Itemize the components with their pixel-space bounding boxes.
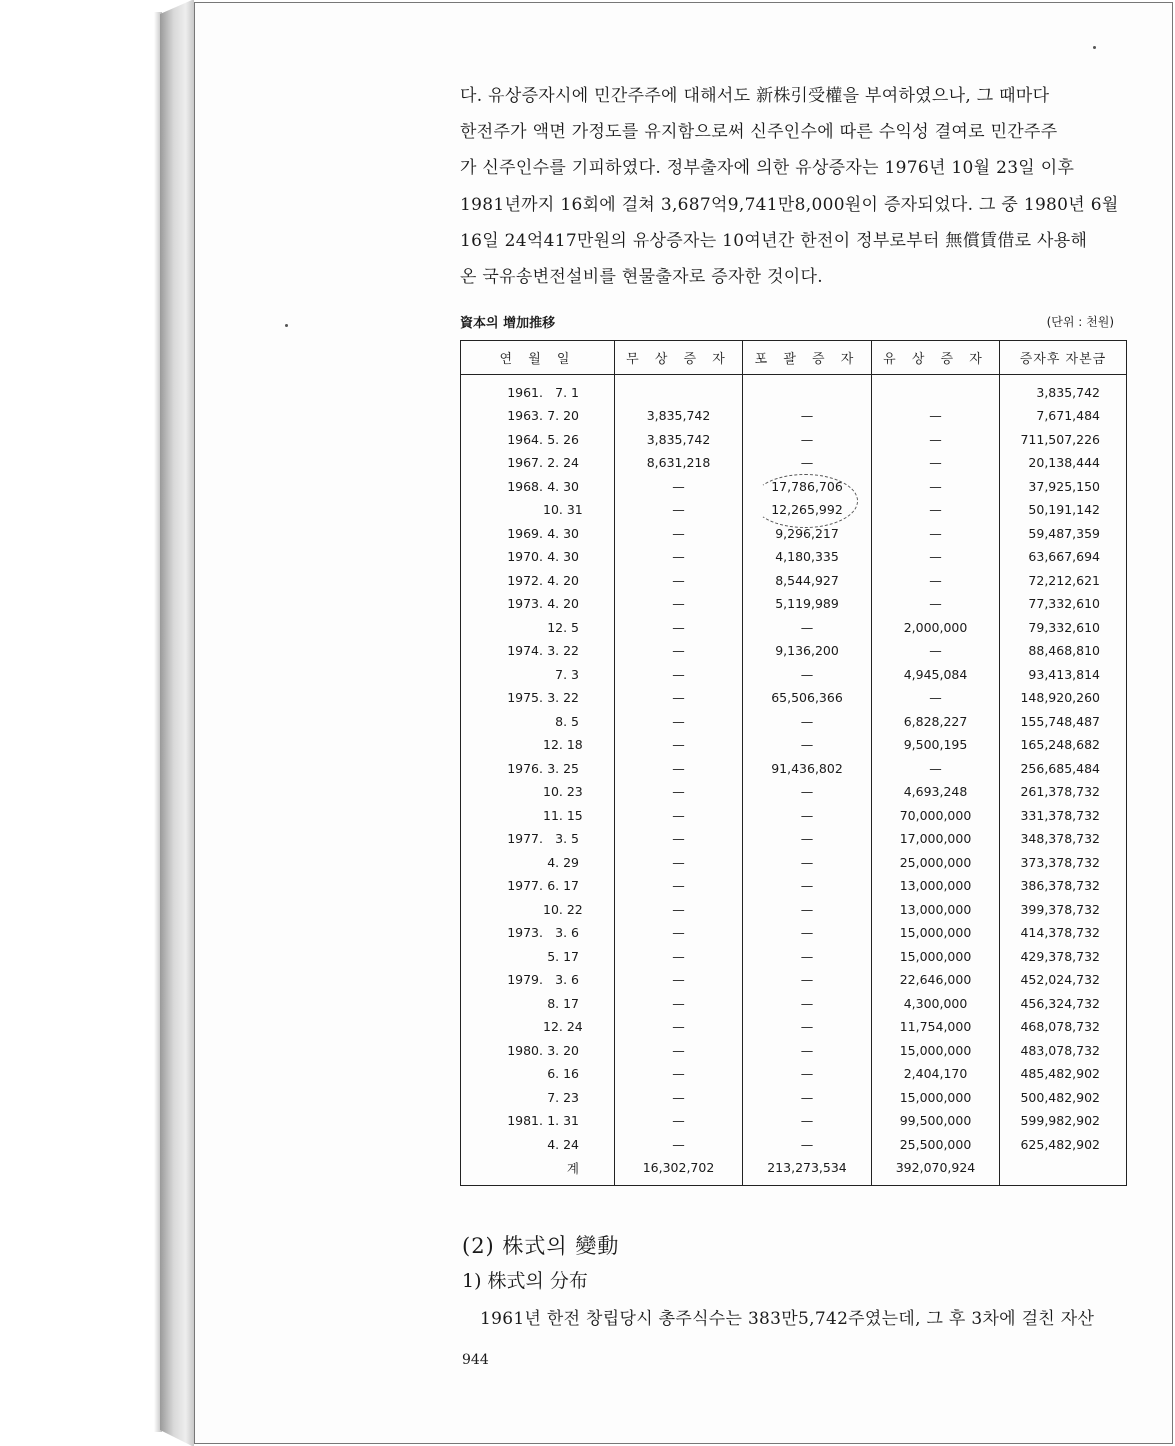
cell-capital-after: 348,378,732: [1000, 827, 1127, 851]
cell-free-increase: —: [615, 663, 743, 687]
cell-free-increase: —: [615, 1086, 743, 1110]
cell-paid-increase: 99,500,000: [872, 1109, 1000, 1133]
cell-year: 1972.: [507, 572, 543, 588]
cell-inclusive-increase: —: [743, 945, 872, 969]
cell-capital-after: 165,248,682: [1000, 733, 1127, 757]
page-number: 944: [462, 1352, 489, 1368]
cell-month-day: 7. 1: [555, 385, 579, 400]
cell-month-day: 7. 23: [547, 1089, 579, 1105]
paragraph-line: 16일 24억417만원의 유상증자는 10여년간 한전이 정부로부터 無償賃借로 사용해: [460, 230, 1088, 251]
cell-free-increase: —: [615, 804, 743, 828]
cell-month-day: 6. 17: [547, 878, 579, 894]
cell-year: 1981.: [507, 1113, 543, 1129]
capital-increase-table: [460, 340, 1127, 1186]
cell-month-day: 7. 20: [547, 408, 579, 424]
table-row: [461, 757, 1127, 781]
cell-free-increase: —: [615, 851, 743, 875]
cell-year: 1967.: [507, 455, 543, 471]
table-row: [461, 898, 1127, 922]
cell-free-increase: —: [615, 780, 743, 804]
cell-inclusive-increase: 17,786,706: [743, 475, 872, 499]
cell-capital-after: 452,024,732: [1000, 968, 1127, 992]
cell-free-increase: —: [615, 968, 743, 992]
cell-inclusive-increase: —: [743, 663, 872, 687]
cell-year: 1963.: [507, 408, 543, 424]
cell-capital-after: 261,378,732: [1000, 780, 1127, 804]
cell-capital-after: 148,920,260: [1000, 686, 1127, 710]
cell-month-day: 4. 30: [547, 525, 579, 541]
cell-date: [461, 428, 615, 452]
cell-capital-after: 386,378,732: [1000, 874, 1127, 898]
sub-title: 1) 株式의 分布: [462, 1270, 588, 1292]
cell-inclusive-increase: —: [743, 921, 872, 945]
cell-year: 1964.: [507, 431, 543, 447]
cell-paid-increase: 15,000,000: [872, 1086, 1000, 1110]
cell-inclusive-increase: —: [743, 874, 872, 898]
cell-capital-after: 373,378,732: [1000, 851, 1127, 875]
paragraph-line: 다. 유상증자시에 민간주주에 대해서도 新株引受權을 부여하였으나, 그 때마다: [460, 86, 1050, 106]
cell-date: [461, 968, 615, 992]
cell-date: [461, 992, 615, 1016]
cell-paid-increase: —: [872, 451, 1000, 475]
header-date: 연 월 일: [461, 341, 615, 375]
cell-capital-after: 483,078,732: [1000, 1039, 1127, 1063]
cell-inclusive-increase: —: [743, 428, 872, 452]
table-row: [461, 686, 1127, 710]
cell-month-day: 3. 6: [555, 972, 579, 988]
cell-paid-increase: —: [872, 545, 1000, 569]
cell-year: 1976.: [507, 760, 543, 776]
header-capital-after: 증자후 자본금: [1000, 341, 1127, 375]
cell-date: [461, 945, 615, 969]
cell-capital-after: 63,667,694: [1000, 545, 1127, 569]
cell-paid-increase: 6,828,227: [872, 710, 1000, 734]
cell-inclusive-increase: —: [743, 1039, 872, 1063]
cell-paid-increase: 13,000,000: [872, 874, 1000, 898]
cell-date: [461, 1133, 615, 1157]
cell-paid-increase: 9,500,195: [872, 733, 1000, 757]
cell-date: [461, 710, 615, 734]
cell-inclusive-increase: —: [743, 1109, 872, 1133]
cell-paid-increase: 25,500,000: [872, 1133, 1000, 1157]
cell-month-day: 3. 20: [547, 1042, 579, 1058]
cell-year: 1974.: [507, 643, 543, 659]
cell-month-day: 3. 5: [555, 831, 579, 847]
cell-paid-increase: —: [872, 592, 1000, 616]
cell-inclusive-increase: —: [743, 992, 872, 1016]
cell-inclusive-increase: —: [743, 710, 872, 734]
cell-paid-increase: 4,945,084: [872, 663, 1000, 687]
cell-inclusive-increase: 9,136,200: [743, 639, 872, 663]
table-row: [461, 710, 1127, 734]
cell-year: 1980.: [507, 1042, 543, 1058]
cell-free-increase: —: [615, 921, 743, 945]
cell-capital-after: 331,378,732: [1000, 804, 1127, 828]
cell-month-day: 8. 17: [547, 995, 579, 1011]
table-row: [461, 428, 1127, 452]
cell-paid-increase: 15,000,000: [872, 921, 1000, 945]
cell-capital-after: 59,487,359: [1000, 522, 1127, 546]
cell-paid-increase: 22,646,000: [872, 968, 1000, 992]
header-inclusive-increase: 포 괄 증 자: [743, 341, 872, 375]
cell-inclusive-increase: —: [743, 733, 872, 757]
cell-year: 1968.: [507, 478, 543, 494]
cell-paid-increase: 17,000,000: [872, 827, 1000, 851]
cell-month-day: 12. 18: [543, 737, 583, 753]
cell-capital-after: 485,482,902: [1000, 1062, 1127, 1086]
cell-free-increase: —: [615, 545, 743, 569]
cell-date: [461, 780, 615, 804]
cell-paid-increase: 15,000,000: [872, 1039, 1000, 1063]
cell-inclusive-increase: —: [743, 1015, 872, 1039]
cell-month-day: 12. 5: [547, 619, 579, 635]
cell-month-day: 5. 26: [547, 431, 579, 447]
cell-date: [461, 1109, 615, 1133]
table-row: [461, 968, 1127, 992]
cell-year: 1961.: [507, 385, 543, 400]
cell-free-increase: —: [615, 992, 743, 1016]
cell-month-day: 4. 30: [547, 478, 579, 494]
cell-capital-after: 7,671,484: [1000, 404, 1127, 428]
table-row: [461, 733, 1127, 757]
cell-free-increase: —: [615, 1039, 743, 1063]
cell-inclusive-increase: 4,180,335: [743, 545, 872, 569]
table-row: [461, 992, 1127, 1016]
table-caption: 資本의 增加推移: [460, 316, 556, 331]
cell-capital-after: 711,507,226: [1000, 428, 1127, 452]
cell-inclusive-increase: 12,265,992: [743, 498, 872, 522]
body-paragraph: [460, 78, 1128, 295]
cell-free-increase: 3,835,742: [615, 428, 743, 452]
cell-capital-after: 88,468,810: [1000, 639, 1127, 663]
cell-date: [461, 733, 615, 757]
table-row: [461, 780, 1127, 804]
cell-free-increase: —: [615, 686, 743, 710]
book-spine: [160, 0, 194, 1446]
table-row: [461, 921, 1127, 945]
table-row: [461, 804, 1127, 828]
table-row: [461, 569, 1127, 593]
table-row: [461, 1062, 1127, 1086]
table-row: [461, 1015, 1127, 1039]
cell-inclusive-increase: —: [743, 404, 872, 428]
cell-free-increase: —: [615, 898, 743, 922]
cell-date: [461, 404, 615, 428]
cell-paid-increase: 11,754,000: [872, 1015, 1000, 1039]
header-paid-increase: 유 상 증 자: [872, 341, 1000, 375]
cell-date: [461, 921, 615, 945]
cell-date: [461, 1062, 615, 1086]
paragraph-line: 가 신주인수를 기피하였다. 정부출자에 의한 유상증자는 1976년 10월 23일 이후: [460, 158, 1075, 179]
cell-free-increase: —: [615, 498, 743, 522]
cell-inclusive-increase: 213,273,534: [743, 1156, 872, 1186]
table-row: [461, 639, 1127, 663]
cell-capital-after: [1000, 1156, 1127, 1186]
cell-free-increase: —: [615, 827, 743, 851]
table-row: [461, 451, 1127, 475]
cell-free-increase: —: [615, 569, 743, 593]
cell-free-increase: —: [615, 475, 743, 499]
cell-date: [461, 663, 615, 687]
cell-capital-after: 399,378,732: [1000, 898, 1127, 922]
cell-date: [461, 874, 615, 898]
cell-capital-after: 500,482,902: [1000, 1086, 1127, 1110]
table-row: [461, 1133, 1127, 1157]
cell-paid-increase: [872, 375, 1000, 405]
cell-year: 1977.: [507, 831, 543, 847]
cell-capital-after: 20,138,444: [1000, 451, 1127, 475]
cell-date: [461, 827, 615, 851]
cell-paid-increase: —: [872, 686, 1000, 710]
section-title: (2) 株式의 變動: [462, 1234, 620, 1258]
cell-date: [461, 757, 615, 781]
table-row: [461, 1109, 1127, 1133]
cell-date: [461, 451, 615, 475]
paragraph-line: 한전주가 액면 가정도를 유지함으로써 신주인수에 따른 수익성 결여로 민간주주: [460, 122, 1058, 143]
cell-month-day: 2. 24: [547, 455, 579, 471]
cell-inclusive-increase: —: [743, 451, 872, 475]
cell-date: [461, 804, 615, 828]
cell-month-day: 10. 22: [543, 901, 583, 917]
table-row: [461, 663, 1127, 687]
cell-month-day: 10. 23: [543, 784, 583, 800]
cell-inclusive-increase: 91,436,802: [743, 757, 872, 781]
cell-paid-increase: 13,000,000: [872, 898, 1000, 922]
cell-free-increase: —: [615, 1109, 743, 1133]
cell-month-day: 8. 5: [555, 713, 579, 729]
cell-inclusive-increase: —: [743, 851, 872, 875]
cell-paid-increase: —: [872, 404, 1000, 428]
cell-capital-after: 155,748,487: [1000, 710, 1127, 734]
cell-date: [461, 592, 615, 616]
cell-paid-increase: —: [872, 569, 1000, 593]
cell-free-increase: —: [615, 874, 743, 898]
cell-capital-after: 72,212,621: [1000, 569, 1127, 593]
cell-capital-after: 256,685,484: [1000, 757, 1127, 781]
cell-free-increase: —: [615, 616, 743, 640]
cell-capital-after: 50,191,142: [1000, 498, 1127, 522]
cell-paid-increase: 4,693,248: [872, 780, 1000, 804]
cell-month-day: 12. 24: [543, 1019, 583, 1035]
cell-capital-after: 79,332,610: [1000, 616, 1127, 640]
cell-date: [461, 475, 615, 499]
cell-capital-after: 414,378,732: [1000, 921, 1127, 945]
cell-free-increase: —: [615, 945, 743, 969]
cell-paid-increase: 25,000,000: [872, 851, 1000, 875]
cell-month-day: 3. 22: [547, 643, 579, 659]
cell-date: [461, 1156, 615, 1186]
cell-date: [461, 522, 615, 546]
cell-inclusive-increase: 8,544,927: [743, 569, 872, 593]
cell-paid-increase: 2,404,170: [872, 1062, 1000, 1086]
cell-inclusive-increase: [743, 375, 872, 405]
cell-date: [461, 898, 615, 922]
cell-month-day: 5. 17: [547, 948, 579, 964]
table-row: [461, 945, 1127, 969]
table-row: [461, 404, 1127, 428]
cell-inclusive-increase: —: [743, 898, 872, 922]
cell-free-increase: —: [615, 710, 743, 734]
cell-free-increase: —: [615, 733, 743, 757]
cell-month-day: 4. 29: [547, 854, 579, 870]
cell-month-day: 7. 3: [555, 666, 579, 682]
cell-month-day: 계: [566, 1160, 579, 1176]
cell-date: [461, 498, 615, 522]
cell-month-day: 3. 22: [547, 690, 579, 706]
cell-capital-after: 93,413,814: [1000, 663, 1127, 687]
cell-month-day: 3. 6: [555, 925, 579, 941]
cell-capital-after: 3,835,742: [1000, 375, 1127, 405]
table-row: [461, 827, 1127, 851]
table-row: [461, 1156, 1127, 1186]
cell-month-day: 4. 30: [547, 549, 579, 565]
cell-year: 1969.: [507, 525, 543, 541]
cell-capital-after: 599,982,902: [1000, 1109, 1127, 1133]
table-row: [461, 375, 1127, 405]
cell-paid-increase: 4,300,000: [872, 992, 1000, 1016]
table-unit: (단위 : 천원): [1046, 315, 1114, 329]
cell-year: 1973.: [507, 925, 543, 941]
cell-year: 1977.: [507, 878, 543, 894]
table-row: [461, 851, 1127, 875]
cell-month-day: 4. 20: [547, 572, 579, 588]
cell-paid-increase: —: [872, 522, 1000, 546]
cell-capital-after: 429,378,732: [1000, 945, 1127, 969]
handwritten-circle-mark: [752, 474, 858, 528]
table-header-row: [461, 341, 1127, 375]
cell-paid-increase: 392,070,924: [872, 1156, 1000, 1186]
cell-free-increase: —: [615, 639, 743, 663]
cell-paid-increase: —: [872, 639, 1000, 663]
cell-free-increase: 16,302,702: [615, 1156, 743, 1186]
cell-year: 1979.: [507, 972, 543, 988]
cell-free-increase: 3,835,742: [615, 404, 743, 428]
cell-date: [461, 1039, 615, 1063]
paragraph-line: 온 국유송변전설비를 현물출자로 증자한 것이다.: [460, 267, 823, 288]
cell-paid-increase: 15,000,000: [872, 945, 1000, 969]
print-speck: [285, 324, 288, 327]
cell-year: 1973.: [507, 596, 543, 612]
cell-free-increase: —: [615, 1133, 743, 1157]
cell-month-day: 4. 24: [547, 1136, 579, 1152]
cell-inclusive-increase: —: [743, 1086, 872, 1110]
cell-paid-increase: —: [872, 475, 1000, 499]
cell-year: 1975.: [507, 690, 543, 706]
cell-inclusive-increase: —: [743, 780, 872, 804]
cell-month-day: 11. 15: [543, 807, 583, 823]
cell-free-increase: —: [615, 757, 743, 781]
cell-inclusive-increase: —: [743, 616, 872, 640]
cell-capital-after: 37,925,150: [1000, 475, 1127, 499]
cell-month-day: 10. 31: [543, 502, 583, 518]
cell-inclusive-increase: 5,119,989: [743, 592, 872, 616]
body-paragraph-continued: 1961년 한전 창립당시 총주식수는 383만5,742주였는데, 그 후 3차에 걸친 자산: [480, 1309, 1095, 1329]
cell-inclusive-increase: —: [743, 1062, 872, 1086]
cell-month-day: 3. 25: [547, 760, 579, 776]
cell-capital-after: 77,332,610: [1000, 592, 1127, 616]
table-row: [461, 1086, 1127, 1110]
cell-date: [461, 851, 615, 875]
cell-date: [461, 1086, 615, 1110]
table-row: [461, 592, 1127, 616]
print-speck: [1093, 46, 1096, 49]
cell-free-increase: —: [615, 592, 743, 616]
cell-free-increase: —: [615, 522, 743, 546]
cell-month-day: 4. 20: [547, 596, 579, 612]
cell-month-day: 1. 31: [547, 1113, 579, 1129]
cell-date: [461, 545, 615, 569]
cell-year: 1970.: [507, 549, 543, 565]
cell-free-increase: —: [615, 1015, 743, 1039]
cell-free-increase: 8,631,218: [615, 451, 743, 475]
cell-paid-increase: —: [872, 757, 1000, 781]
cell-paid-increase: —: [872, 498, 1000, 522]
paragraph-line: 1981년까지 16회에 걸쳐 3,687억9,741만8,000원이 증자되었다. 그 중 1980년 6월: [460, 194, 1119, 215]
cell-paid-increase: 2,000,000: [872, 616, 1000, 640]
cell-date: [461, 616, 615, 640]
cell-date: [461, 375, 615, 405]
cell-capital-after: 456,324,732: [1000, 992, 1127, 1016]
cell-paid-increase: 70,000,000: [872, 804, 1000, 828]
cell-inclusive-increase: —: [743, 968, 872, 992]
cell-inclusive-increase: 65,506,366: [743, 686, 872, 710]
cell-free-increase: —: [615, 1062, 743, 1086]
cell-inclusive-increase: 9,296,217: [743, 522, 872, 546]
cell-inclusive-increase: —: [743, 827, 872, 851]
cell-paid-increase: —: [872, 428, 1000, 452]
cell-date: [461, 569, 615, 593]
cell-capital-after: 468,078,732: [1000, 1015, 1127, 1039]
cell-free-increase: [615, 375, 743, 405]
table-row: [461, 1039, 1127, 1063]
cell-date: [461, 639, 615, 663]
cell-date: [461, 1015, 615, 1039]
table-row: [461, 874, 1127, 898]
cell-inclusive-increase: —: [743, 1133, 872, 1157]
cell-date: [461, 686, 615, 710]
cell-capital-after: 625,482,902: [1000, 1133, 1127, 1157]
table-row: [461, 545, 1127, 569]
cell-inclusive-increase: —: [743, 804, 872, 828]
cell-month-day: 6. 16: [547, 1066, 579, 1082]
table-row: [461, 616, 1127, 640]
header-free-increase: 무 상 증 자: [615, 341, 743, 375]
